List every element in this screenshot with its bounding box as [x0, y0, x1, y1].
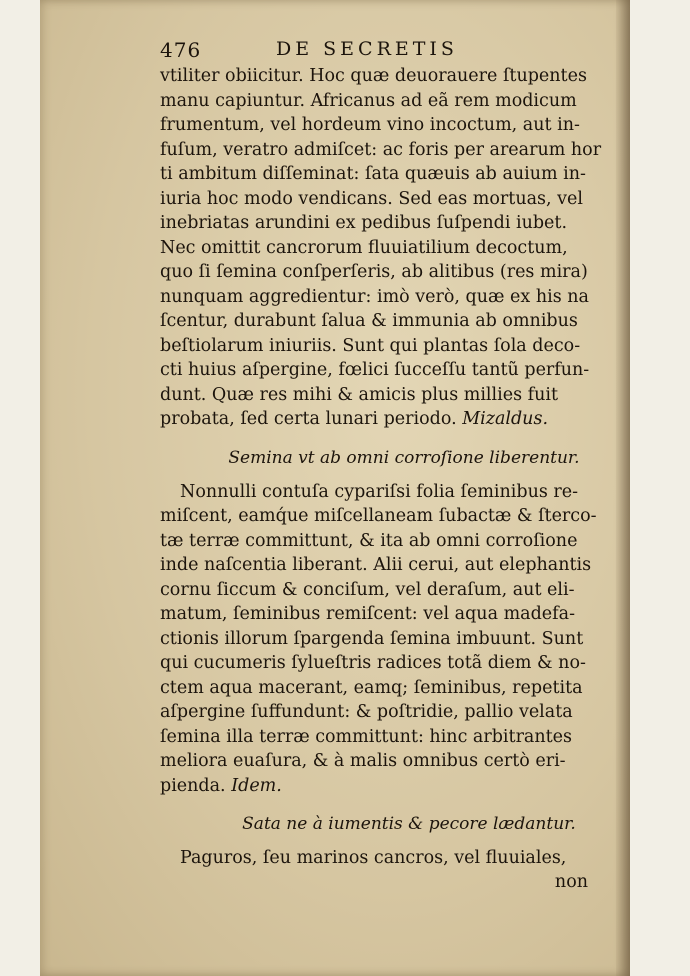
text-line: Nec omittit cancrorum fluuiatilium decoctum,	[160, 237, 568, 258]
author-attribution: Mizaldus.	[462, 409, 549, 429]
catchword: non	[554, 871, 588, 892]
text-line: frumentum, vel hordeum vino incoctum, aut in-	[160, 115, 580, 135]
author-attribution: Idem.	[231, 775, 282, 796]
text-line-content: probata, ſed certa lunari periodo.	[160, 409, 457, 429]
text-line: meliora euaſura, & à malis omnibus certò eri-	[160, 751, 566, 771]
text-line: inde naſcentia liberant. Alii cerui, aut elephantis	[160, 555, 592, 575]
text-line: dunt. Quæ res mihi & amicis plus millies fuit	[160, 384, 558, 405]
text-line: aſpergine ſuffundunt: & poſtridie, pallio velata	[160, 702, 573, 722]
paragraph-3	[160, 846, 624, 871]
text-line: nunquam aggredientur: imò verò, quæ ex his na	[160, 286, 589, 307]
paragraph-1	[160, 64, 624, 432]
text-line: Paguros, ſeu marinos cancros, vel fluuiales,	[180, 848, 567, 868]
text-line: cornu ſiccum & conciſum, vel deraſum, aut eli-	[160, 579, 575, 600]
text-line: Nonnulli contuſa cypariſsi folia ſeminibus re-	[180, 481, 579, 502]
text-line: matum, ſeminibus remiſcent: vel aqua madefa-	[160, 604, 575, 624]
text-line	[160, 774, 624, 799]
text-line: ti ambitum diſſeminat: ſata quæuis ab auium in-	[160, 164, 586, 184]
text-line: tæ terræ committunt, & ita ab omni corroſione	[160, 530, 578, 551]
page-header	[124, 34, 624, 64]
text-line: ſcentur, durabunt ſalua & immunia ab omnibus	[160, 311, 578, 331]
text-line: miſcent, eamq́ue miſcellaneam ſubactæ & ſterco-	[160, 506, 597, 526]
text-line: ctionis illorum ſpargenda ſemina imbuunt. Sunt	[160, 628, 584, 649]
text-line	[160, 407, 624, 432]
text-line: quo ſi ſemina conſperſeris, ab alitibus (res mira)	[160, 262, 588, 282]
paragraph-2	[160, 480, 624, 799]
section-heading: Semina vt ab omni corroſione liberentur.	[228, 447, 580, 468]
page-number: 476	[160, 38, 202, 62]
page-text	[124, 34, 624, 893]
section-heading: Sata ne à iumentis & pecore lædantur.	[242, 814, 576, 834]
text-line: beſtiolarum iniuriis. Sunt qui plantas ſola deco-	[160, 335, 581, 356]
text-line: ctem aqua macerant, eamq; ſeminibus, repetita	[160, 677, 583, 698]
text-line: qui cucumeris ſylueſtris radices totã diem & no-	[160, 653, 586, 673]
text-line-content: pienda.	[160, 775, 226, 796]
text-line: fuſum, veratro admiſcet: ac foris per arearum hor	[160, 139, 602, 160]
text-line: vtiliter obiicitur. Hoc quæ deuorauere ſtupentes	[160, 66, 587, 86]
text-line: iuria hoc modo vendicans. Sed eas mortuas, vel	[160, 188, 583, 209]
text-line: inebriatas arundini ex pedibus ſuſpendi iubet.	[160, 213, 568, 233]
text-line: cti huius aſpergine, fœlici ſucceſſu tantũ perfun-	[160, 360, 590, 380]
running-title: DE SECRETIS	[276, 38, 458, 60]
text-line: ſemina illa terræ committunt: hinc arbitrantes	[160, 726, 573, 747]
text-line: manu capiuntur. Africanus ad eã rem modicum	[160, 90, 577, 111]
